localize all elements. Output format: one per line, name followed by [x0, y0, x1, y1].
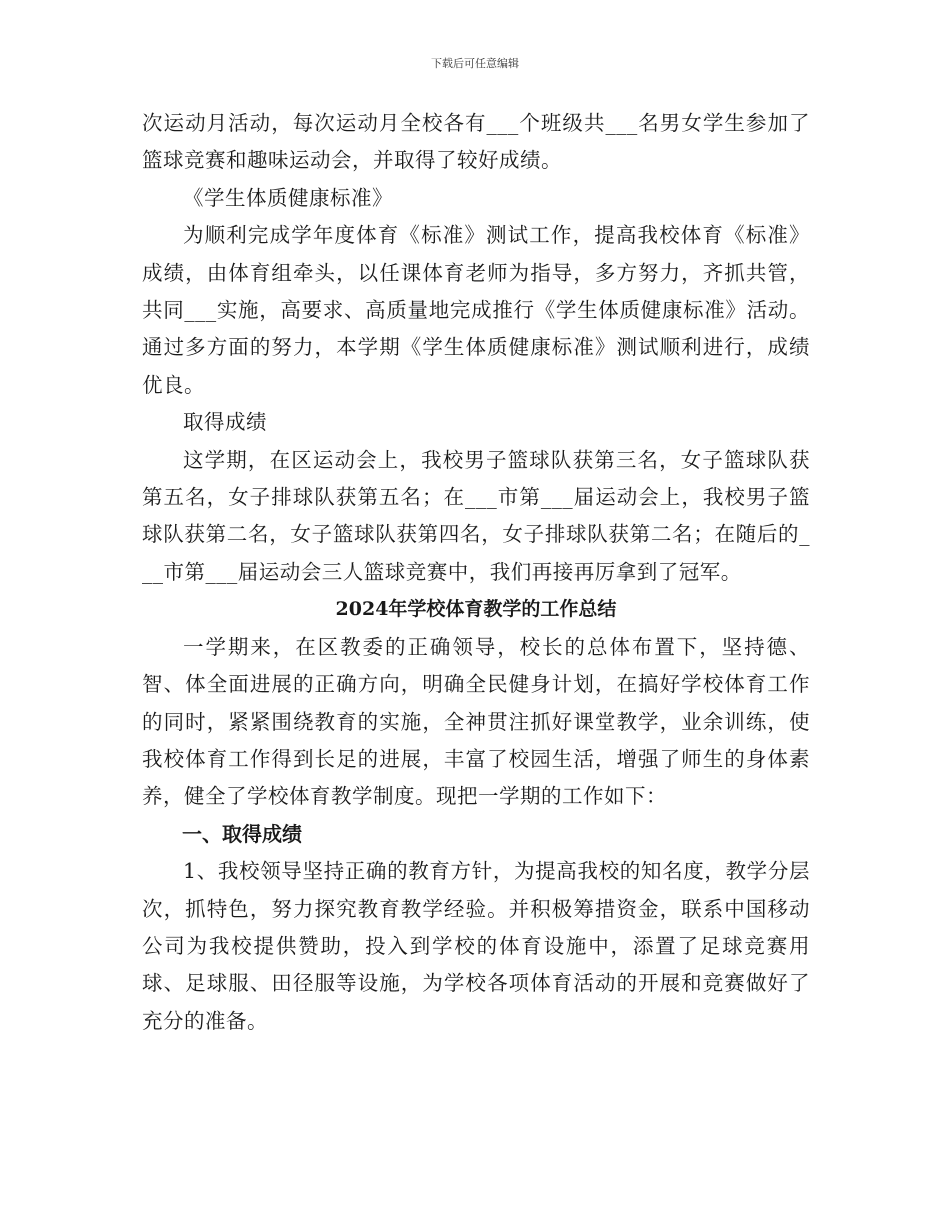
document-title: 2024年学校体育教学的工作总结	[335, 598, 617, 621]
page-header-note: 下载后可任意编辑	[431, 57, 519, 70]
document-body	[142, 105, 810, 1040]
paragraph-item-1: 1、我校领导坚持正确的教育方针，为提高我校的知名度，教学分层次，抓特色，努力探究教育教学经验。并积极筹措资金，联系中国移动公司为我校提供赞助，投入到学校的体育设施中，添置了足球竞赛用球、足球服、田径服等设施，为学校各项体育活动的开展和竞赛做好了充分的准备。	[142, 859, 810, 1033]
subheading-achievements: 取得成绩	[183, 410, 267, 435]
paragraph-achievements: 这学期，在区运动会上，我校男子篮球队获第三名，女子篮球队获第五名，女子排球队获第五名；在___市第___届运动会上，我校男子篮球队获第二名，女子篮球队获第四名，女子排球队获第二名；在随后的___市第___届运动会三人篮球竞赛中，我们再接再厉拿到了冠军。	[142, 447, 810, 584]
paragraph-intro: 一学期来，在区教委的正确领导，校长的总体布置下，坚持德、智、体全面进展的正确方向，明确全民健身计划，在搞好学校体育工作的同时，紧紧围绕教育的实施，全神贯注抓好课堂教学，业余训练，使我校体育工作得到长足的进展，丰富了校园生活，增强了师生的身体素养，健全了学校体育教学制度。现把一学期的工作如下：	[142, 634, 810, 809]
paragraph-health-standard: 为顺利完成学年度体育《标准》测试工作，提高我校体育《标准》成绩，由体育组牵头，以任课体育老师为指导，多方努力，齐抓共管，共同___实施，高要求、高质量地完成推行《学生体质健康标准》活动。通过多方面的努力，本学期《学生体质健康标准》测试顺利进行，成绩优良。	[142, 223, 810, 397]
subheading-health-standard: 《学生体质健康标准》	[183, 185, 393, 210]
section-heading-achievements: 一、取得成绩	[182, 821, 302, 846]
paragraph-sports-month: 次运动月活动，每次运动月全校各有___个班级共___名男女学生参加了篮球竞赛和趣味运动会，并取得了较好成绩。	[142, 111, 810, 173]
